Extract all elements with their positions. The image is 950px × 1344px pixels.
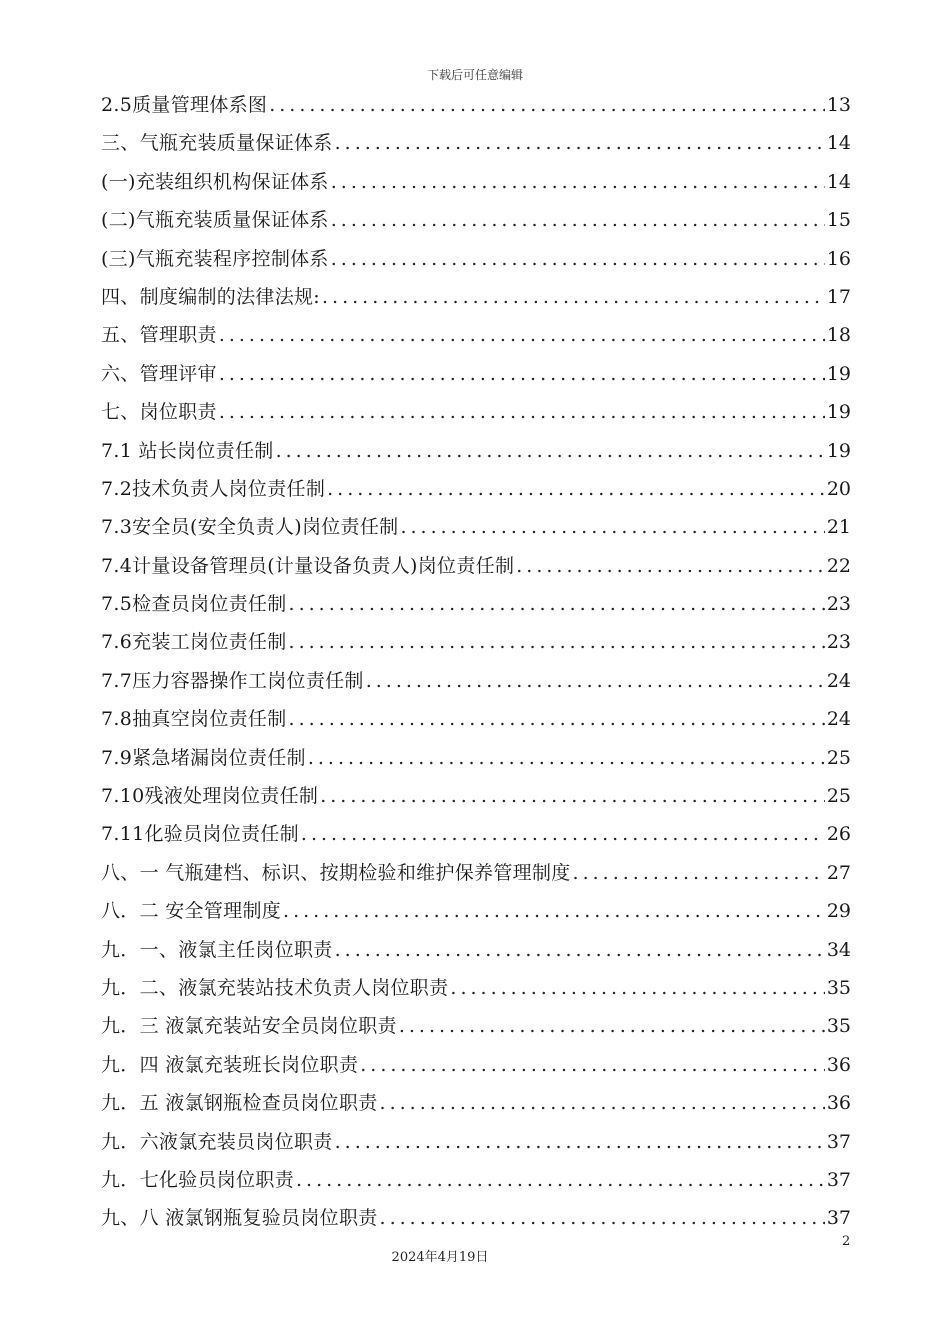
- toc-dot-leader: [320, 777, 825, 815]
- toc-dot-leader: [573, 854, 825, 892]
- toc-entry-title: 三、气瓶充装质量保证体系: [101, 132, 333, 155]
- toc-entry-page: 17: [826, 285, 851, 308]
- toc-entry-page: 36: [826, 1092, 851, 1115]
- toc-entry-title: 2.5质量管理体系图: [101, 94, 268, 116]
- toc-entry[interactable]: [101, 777, 851, 815]
- toc-entry-page: 19: [826, 401, 851, 424]
- toc-dot-leader: [289, 585, 825, 623]
- toc-dot-leader: [301, 815, 825, 853]
- toc-dot-leader: [289, 623, 825, 661]
- page-header: 下载后可任意编辑: [426, 68, 523, 82]
- toc-entry[interactable]: [101, 585, 851, 623]
- toc-entry-page: 29: [826, 900, 851, 923]
- toc-entry-page: 27: [826, 861, 851, 884]
- toc-entry-page: 18: [826, 324, 851, 347]
- toc-entry-page: 16: [826, 247, 851, 270]
- toc-entry[interactable]: [101, 124, 851, 162]
- footer-date: 2024年4月19日: [391, 1250, 489, 1265]
- page-number: 2: [842, 1234, 851, 1249]
- toc-entry-page: 21: [826, 516, 851, 539]
- toc-entry-page: 24: [826, 669, 851, 692]
- toc-entry[interactable]: [101, 931, 851, 969]
- toc-entry[interactable]: [101, 278, 851, 316]
- toc-dot-leader: [219, 355, 825, 393]
- toc-entry-title: 七、岗位职责: [101, 401, 217, 424]
- toc-entry-title: 九．一、液氯主任岗位职责: [101, 938, 333, 961]
- toc-entry[interactable]: [101, 854, 851, 892]
- toc-dot-leader: [331, 163, 825, 201]
- toc-entry-title: 九．四 液氯充装班长岗位职责: [101, 1053, 359, 1076]
- toc-entry-page: 37: [826, 1168, 851, 1191]
- toc-entry-page: 35: [826, 1015, 851, 1038]
- toc-dot-leader: [283, 892, 825, 930]
- toc-entry-page: 24: [826, 708, 851, 731]
- toc-entry[interactable]: [101, 470, 851, 508]
- toc-entry[interactable]: [101, 547, 851, 585]
- toc-dot-leader: [296, 1161, 825, 1199]
- toc-entry[interactable]: [101, 163, 851, 201]
- toc-entry-title: 7.9紧急堵漏岗位责任制: [101, 746, 306, 769]
- toc-entry-title: 7.2技术负责人岗位责任制: [101, 477, 326, 500]
- toc-entry-title: 7.10残液处理岗位责任制: [101, 785, 319, 808]
- toc-entry-page: 13: [826, 94, 851, 116]
- toc-entry-title: 九．七化验员岗位职责: [101, 1168, 295, 1191]
- toc-entry-page: 22: [826, 554, 851, 577]
- toc-entry-title: (三)气瓶充装程序控制体系: [101, 247, 329, 270]
- toc-entry[interactable]: [101, 662, 851, 700]
- toc-entry-page: 37: [826, 1130, 851, 1153]
- toc-dot-leader: [335, 1123, 825, 1161]
- toc-entry-page: 25: [826, 746, 851, 769]
- toc-dot-leader: [335, 124, 825, 162]
- toc-dot-leader: [380, 1084, 825, 1122]
- toc-dot-leader: [380, 1199, 825, 1237]
- toc-dot-leader: [331, 240, 825, 278]
- toc-entry-title: 九．三 液氯充装站安全员岗位职责: [101, 1015, 397, 1038]
- toc-entry-page: 37: [826, 1207, 851, 1230]
- toc-entry[interactable]: [101, 393, 851, 431]
- toc-entry-title: 7.3安全员(安全负责人)岗位责任制: [101, 516, 399, 539]
- toc-entry[interactable]: [101, 1046, 851, 1084]
- toc-entry-page: 20: [826, 477, 851, 500]
- toc-dot-leader: [289, 700, 825, 738]
- toc-dot-leader: [331, 201, 825, 239]
- toc-entry-title: 六、管理评审: [101, 362, 217, 385]
- toc-dot-leader: [327, 470, 825, 508]
- toc-entry-title: 7.6充装工岗位责任制: [101, 631, 287, 654]
- toc-entry[interactable]: [101, 739, 851, 777]
- toc-entry-title: 7.11化验员岗位责任制: [101, 823, 299, 846]
- toc-entry[interactable]: [101, 623, 851, 661]
- toc-entry[interactable]: [101, 1007, 851, 1045]
- toc-entry[interactable]: [101, 700, 851, 738]
- toc-entry[interactable]: [101, 508, 851, 546]
- toc-dot-leader: [219, 316, 825, 354]
- toc-entry[interactable]: [101, 815, 851, 853]
- toc-dot-leader: [219, 393, 825, 431]
- toc-entry-title: 7.1 站长岗位责任制: [101, 439, 274, 462]
- toc-entry[interactable]: [101, 355, 851, 393]
- toc-dot-leader: [322, 278, 825, 316]
- toc-entry-title: 九、八 液氯钢瓶复验员岗位职责: [101, 1207, 378, 1230]
- toc-entry-page: 25: [826, 785, 851, 808]
- toc-entry-page: 35: [826, 976, 851, 999]
- toc-entry-title: 九．二、液氯充装站技术负责人岗位职责: [101, 976, 449, 999]
- toc-entry[interactable]: [101, 316, 851, 354]
- toc-dot-leader: [400, 508, 824, 546]
- toc-entry[interactable]: [101, 240, 851, 278]
- toc-entry-title: 7.5检查员岗位责任制: [101, 593, 287, 616]
- toc-entry-title: 7.8抽真空岗位责任制: [101, 708, 287, 731]
- toc-dot-leader: [450, 969, 824, 1007]
- toc-entry[interactable]: [101, 892, 851, 930]
- toc-entry-title: 7.4计量设备管理员(计量设备负责人)岗位责任制: [101, 554, 515, 577]
- toc-entry[interactable]: [101, 1161, 851, 1199]
- toc-entry-page: 14: [826, 170, 851, 193]
- toc-entry-page: 36: [826, 1053, 851, 1076]
- toc-entry-title: 九．五 液氯钢瓶检查员岗位职责: [101, 1092, 378, 1115]
- table-of-contents: [101, 86, 851, 1238]
- toc-entry-title: (二)气瓶充装质量保证体系: [101, 209, 329, 232]
- toc-entry-title: 九．六液氯充装员岗位职责: [101, 1130, 333, 1153]
- toc-entry-page: 19: [826, 362, 851, 385]
- toc-entry[interactable]: [101, 1123, 851, 1161]
- toc-entry[interactable]: [101, 1084, 851, 1122]
- toc-entry-title: 五、管理职责: [101, 324, 217, 347]
- toc-entry-page: 26: [826, 823, 851, 846]
- toc-entry-title: 四、制度编制的法律法规:: [101, 285, 321, 308]
- toc-entry-page: 23: [826, 631, 851, 654]
- toc-dot-leader: [399, 1007, 825, 1045]
- toc-entry-title: 八．二 安全管理制度: [101, 900, 282, 923]
- toc-entry-page: 14: [826, 132, 851, 155]
- toc-entry[interactable]: [101, 201, 851, 239]
- toc-dot-leader: [366, 662, 825, 700]
- toc-entry[interactable]: [101, 86, 851, 124]
- toc-entry-page: 19: [826, 439, 851, 462]
- toc-entry-title: 7.7压力容器操作工岗位责任制: [101, 669, 364, 692]
- toc-entry[interactable]: [101, 969, 851, 1007]
- toc-entry[interactable]: [101, 432, 851, 470]
- toc-dot-leader: [308, 739, 825, 777]
- toc-dot-leader: [269, 86, 825, 124]
- toc-entry-title: (一)充装组织机构保证体系: [101, 170, 329, 193]
- toc-dot-leader: [335, 931, 825, 969]
- toc-entry-page: 23: [826, 593, 851, 616]
- toc-entry-page: 15: [826, 209, 851, 232]
- toc-dot-leader: [360, 1046, 825, 1084]
- toc-entry[interactable]: [101, 1199, 851, 1237]
- toc-dot-leader: [276, 432, 825, 470]
- toc-entry-title: 八、一 气瓶建档、标识、按期检验和维护保养管理制度: [101, 861, 571, 884]
- toc-entry-page: 34: [826, 938, 851, 961]
- toc-dot-leader: [516, 547, 825, 585]
